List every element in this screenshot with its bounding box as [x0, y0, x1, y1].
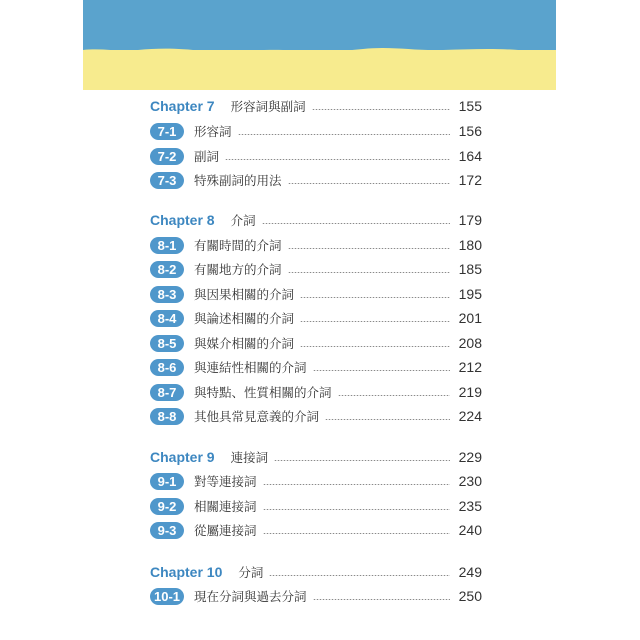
section-badge: 8-1	[150, 237, 184, 254]
section-badge: 7-2	[150, 148, 184, 165]
toc-section-row[interactable]	[150, 585, 482, 607]
page-number: 156	[458, 123, 482, 139]
page-number: 179	[458, 212, 482, 228]
dot-leader	[313, 599, 450, 600]
section-badge: 8-5	[150, 335, 184, 352]
dot-leader	[300, 297, 450, 298]
page-number: 208	[458, 335, 482, 351]
dot-leader	[263, 509, 450, 510]
page-number: 155	[458, 98, 482, 114]
section-badge: 10-1	[150, 588, 184, 605]
toc-chapter-row[interactable]	[150, 446, 482, 468]
dot-leader	[300, 321, 450, 322]
toc-section-row[interactable]	[150, 470, 482, 492]
dot-leader	[263, 533, 450, 534]
entry-title: 副詞	[194, 149, 220, 164]
entry-title: 有關地方的介詞	[194, 262, 282, 277]
toc-section-row[interactable]	[150, 120, 482, 142]
dot-leader	[274, 460, 450, 461]
section-badge: 9-1	[150, 473, 184, 490]
section-badge: 8-3	[150, 286, 184, 303]
dot-leader	[338, 395, 450, 396]
page-number: 195	[458, 286, 482, 302]
entry-title: 與因果相關的介詞	[194, 287, 295, 302]
section-badge: 9-3	[150, 522, 184, 539]
section-badge: 8-4	[150, 310, 184, 327]
page-number: 229	[458, 449, 482, 465]
section-badge: 8-6	[150, 359, 184, 376]
toc-section-row[interactable]	[150, 332, 482, 354]
header-band-blue	[83, 0, 556, 50]
dot-leader	[312, 109, 450, 110]
page-number: 180	[458, 237, 482, 253]
toc-section-row[interactable]	[150, 495, 482, 517]
page-number: 235	[458, 498, 482, 514]
dot-leader	[262, 223, 450, 224]
entry-title: 形容詞	[194, 124, 232, 139]
dot-leader	[269, 575, 450, 576]
section-badge: 7-1	[150, 123, 184, 140]
entry-title: 從屬連接詞	[194, 523, 257, 538]
entry-title: 與特點、性質相關的介詞	[194, 385, 332, 400]
entry-title: 有關時間的介詞	[194, 238, 282, 253]
section-badge: 8-8	[150, 408, 184, 425]
page-number: 240	[458, 522, 482, 538]
dot-leader	[225, 159, 450, 160]
dot-leader	[325, 419, 450, 420]
entry-title: 現在分詞與過去分詞	[194, 589, 307, 604]
toc-section-row[interactable]	[150, 234, 482, 256]
entry-title: 介詞	[230, 213, 256, 228]
toc-section-row[interactable]	[150, 169, 482, 191]
page-number: 230	[458, 473, 482, 489]
section-badge: 7-3	[150, 172, 184, 189]
toc-section-row[interactable]	[150, 283, 482, 305]
page-number: 185	[458, 261, 482, 277]
toc-section-row[interactable]	[150, 307, 482, 329]
entry-title: 與論述相關的介詞	[194, 311, 295, 326]
chapter-label: Chapter 9	[150, 449, 215, 465]
entry-title: 對等連接詞	[194, 474, 257, 489]
entry-title: 與連結性相關的介詞	[194, 360, 307, 375]
chapter-label: Chapter 10	[150, 564, 223, 580]
section-badge: 8-2	[150, 261, 184, 278]
toc-chapter-row[interactable]	[150, 561, 482, 583]
page-number: 224	[458, 408, 482, 424]
page-number: 201	[458, 310, 482, 326]
dot-leader	[313, 370, 450, 371]
toc-chapter-row[interactable]	[150, 95, 482, 117]
dot-leader	[288, 272, 450, 273]
chapter-label: Chapter 8	[150, 212, 215, 228]
header-band-edge	[83, 46, 556, 54]
dot-leader	[238, 134, 450, 135]
toc-section-row[interactable]	[150, 519, 482, 541]
page-number: 172	[458, 172, 482, 188]
toc-section-row[interactable]	[150, 356, 482, 378]
entry-title: 連接詞	[230, 450, 269, 465]
entry-title: 相關連接詞	[194, 499, 257, 514]
dot-leader	[300, 346, 450, 347]
header-band-yellow	[83, 50, 556, 90]
entry-title: 特殊副詞的用法	[194, 173, 282, 188]
page-number: 250	[458, 588, 482, 604]
section-badge: 8-7	[150, 384, 184, 401]
page-number: 249	[458, 564, 482, 580]
page-number: 219	[458, 384, 482, 400]
entry-title: 與媒介相關的介詞	[194, 336, 295, 351]
toc-section-row[interactable]	[150, 381, 482, 403]
section-badge: 9-2	[150, 498, 184, 515]
entry-title: 其他具常見意義的介詞	[194, 409, 320, 424]
chapter-label: Chapter 7	[150, 98, 215, 114]
toc-chapter-row[interactable]	[150, 209, 482, 231]
toc-section-row[interactable]	[150, 258, 482, 280]
entry-title: 形容詞與副詞	[230, 99, 306, 114]
dot-leader	[263, 484, 450, 485]
page-number: 164	[458, 148, 482, 164]
toc-section-row[interactable]	[150, 405, 482, 427]
toc-section-row[interactable]	[150, 145, 482, 167]
page-number: 212	[458, 359, 482, 375]
dot-leader	[288, 183, 450, 184]
dot-leader	[288, 248, 450, 249]
entry-title: 分詞	[238, 565, 264, 580]
